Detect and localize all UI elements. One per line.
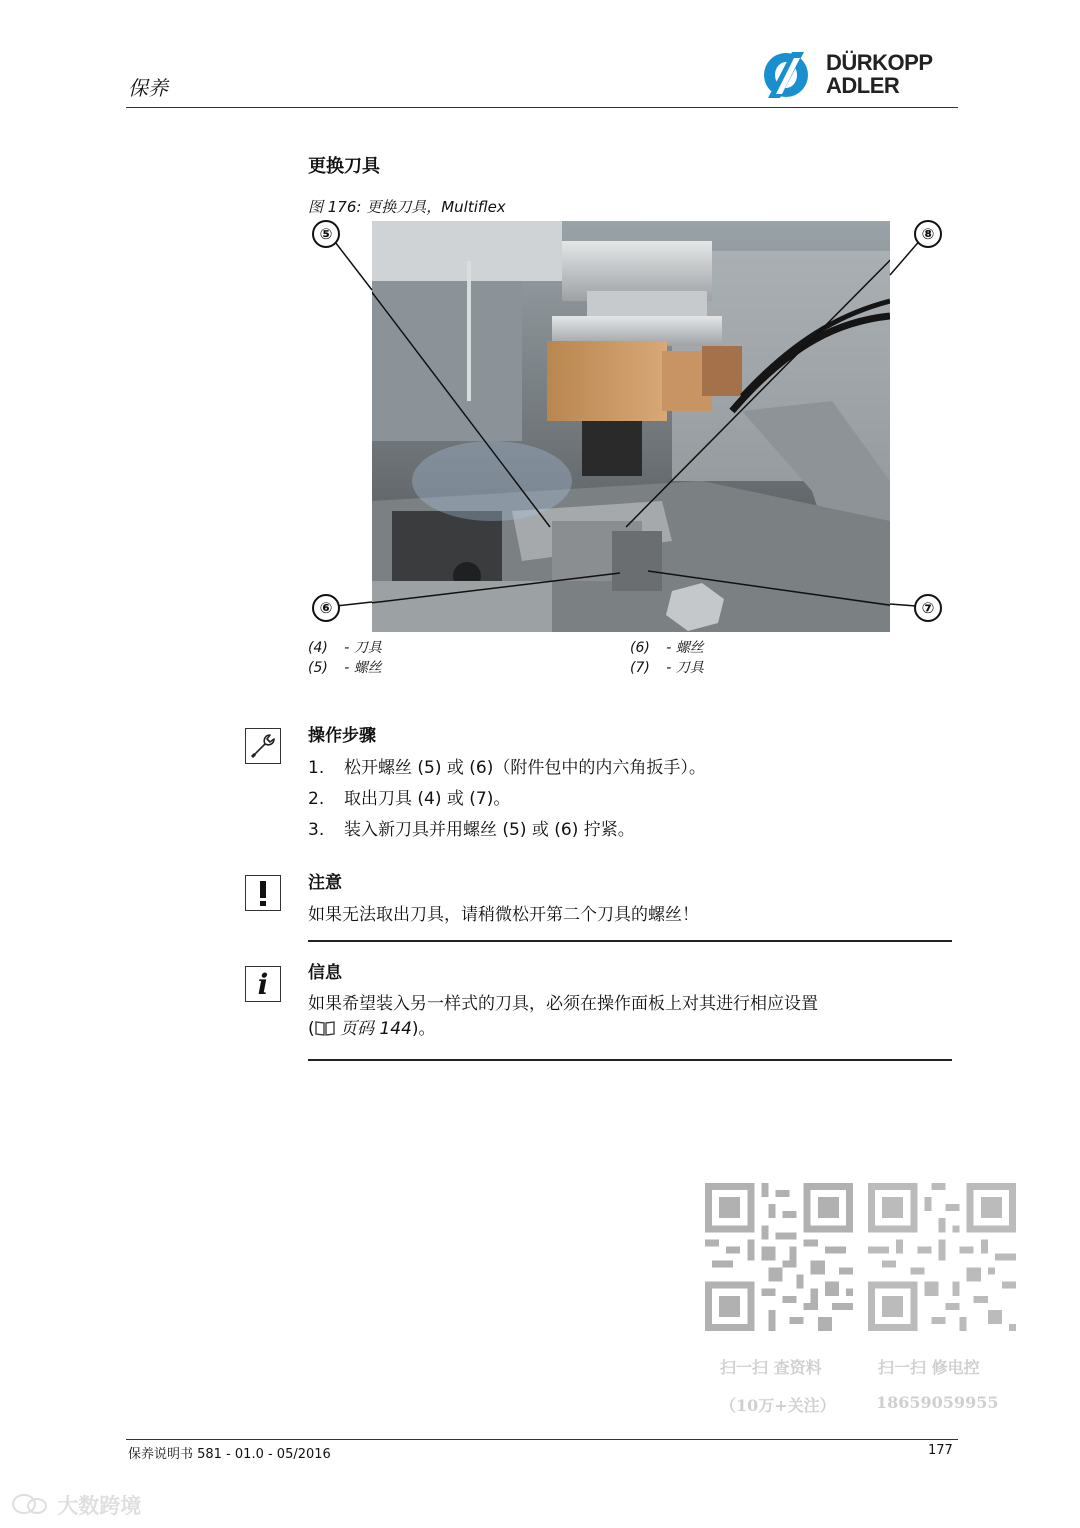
legend-num: (7) <box>630 660 650 676</box>
legend-item <box>308 657 382 677</box>
info-title: 信息 <box>308 963 342 983</box>
header-title: 保养 <box>128 76 168 100</box>
notice-title: 注意 <box>308 873 342 893</box>
step-text: 松开螺丝 (5) 或 (6)（附件包中的内六角扳手）。 <box>344 758 706 778</box>
step-text: 取出刀具 (4) 或 (7)。 <box>344 789 511 809</box>
notice-divider <box>308 940 952 942</box>
legend-text: - 刀具 <box>344 640 382 656</box>
book-icon <box>315 1020 335 1036</box>
ref-close: )。 <box>411 1019 436 1039</box>
info-reference[interactable] <box>308 1014 436 1039</box>
qr-code-right <box>868 1183 1016 1331</box>
info-text: 如果希望装入另一样式的刀具，必须在操作面板上对其进行相应设置 <box>308 994 818 1014</box>
legend-item <box>630 657 704 677</box>
legend-item <box>630 637 704 657</box>
footer-doc-info: 保养说明书 581 - 01.0 - 05/2016 <box>128 1447 331 1462</box>
step-text: 装入新刀具并用螺丝 (5) 或 (6) 拧紧。 <box>344 820 635 840</box>
notice-text: 如果无法取出刀具，请稍微松开第二个刀具的螺丝！ <box>308 905 699 925</box>
qr1-subcaption: （10万+关注） <box>720 1396 836 1415</box>
brand-watermark-text: 大数跨境 <box>57 1494 142 1518</box>
legend-text: - 螺丝 <box>666 640 704 656</box>
qr2-subcaption: 18659059955 <box>876 1393 999 1412</box>
ref-open: ( <box>308 1019 315 1039</box>
legend-item <box>308 637 382 657</box>
step-number: 1. <box>308 758 325 778</box>
callout-5: ⑤ <box>312 220 340 248</box>
procedure-step <box>308 784 510 809</box>
legend-num: (4) <box>308 640 328 656</box>
procedure-step <box>308 753 706 778</box>
callout-leaders <box>310 220 950 630</box>
qr-code-left <box>705 1183 853 1331</box>
qr2-caption: 扫一扫 修电控 <box>878 1358 980 1377</box>
step-number: 3. <box>308 820 325 840</box>
qr1-caption: 扫一扫 查资料 <box>720 1358 822 1377</box>
legend-num: (5) <box>308 660 328 676</box>
exclamation-icon <box>245 875 281 911</box>
brand-logo <box>762 50 958 100</box>
logo-emblem-icon <box>762 50 822 100</box>
wrench-icon <box>245 728 281 764</box>
info-divider <box>308 1059 952 1061</box>
legend-num: (6) <box>630 640 650 656</box>
step-number: 2. <box>308 789 325 809</box>
procedure-step <box>308 815 635 840</box>
info-icon: i <box>245 966 281 1002</box>
brand-watermark <box>10 1490 141 1520</box>
chat-bubble-icon <box>10 1493 50 1517</box>
callout-7: ⑦ <box>914 594 942 622</box>
footer-divider <box>126 1439 958 1440</box>
ref-page: 页码 144 <box>334 1019 412 1039</box>
section-title: 更换刀具 <box>308 156 380 177</box>
legend-text: - 螺丝 <box>344 660 382 676</box>
legend-text: - 刀具 <box>666 660 704 676</box>
brand-name-line2: ADLER <box>826 73 900 98</box>
figure-caption: 图 176: 更换刀具，Multiflex <box>308 198 506 216</box>
header-divider <box>126 107 958 108</box>
callout-8: ⑧ <box>914 220 942 248</box>
callout-6: ⑥ <box>312 594 340 622</box>
procedure-title: 操作步骤 <box>308 726 376 746</box>
footer-page-number: 177 <box>928 1443 953 1458</box>
brand-name-line1: DÜRKOPP <box>826 50 933 75</box>
